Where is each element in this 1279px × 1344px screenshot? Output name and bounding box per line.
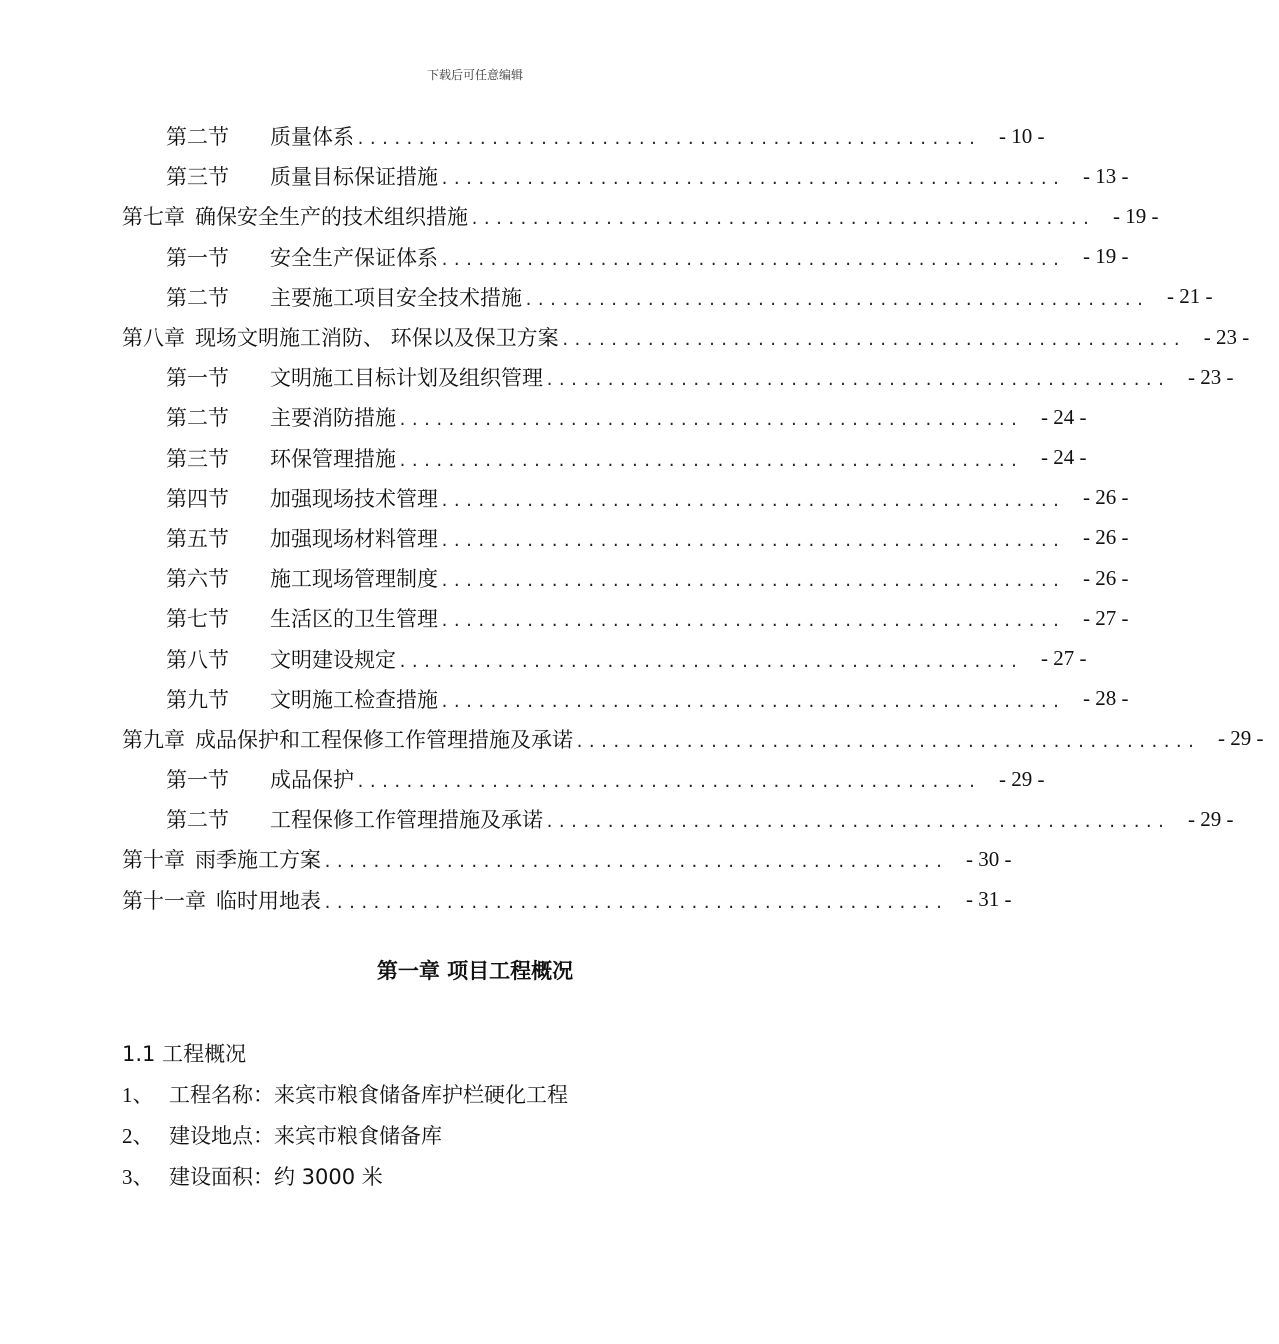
toc-leader-dots: ................................................... [470,210,1094,229]
toc-leader-dots: ................................................... [440,491,1064,510]
chapter-title: 第一章 项目工程概况 [376,959,574,983]
toc-entry-section[interactable] [0,357,1234,397]
toc-entry-chapter[interactable] [0,196,1159,236]
toc-entry-heading [166,603,438,633]
toc-entry-heading [122,724,573,754]
toc-entry-heading [166,161,438,191]
toc-entry-title: 主要施工项目安全技术措施 [270,285,522,310]
toc-entry-heading [166,362,543,392]
toc-entry-number: 第七章 [122,205,185,230]
toc-entry-section[interactable] [0,277,1213,317]
toc-page-number: - 28 - [1083,686,1129,711]
toc-leader-dots: ................................................... [323,893,947,912]
toc-entry-heading [166,764,354,794]
toc-entry-section[interactable] [0,438,1087,478]
toc-entry-title: 成品保护 [270,768,354,793]
chapter-body [122,1033,842,1196]
item-index: 2、 [122,1123,154,1148]
toc-entry-number: 第八章 [122,326,185,351]
section-subheading: 1.1 工程概况 [122,1042,247,1067]
toc-page-number: - 31 - [966,887,1012,912]
toc-page-number: - 26 - [1083,485,1129,510]
toc-page-number: - 29 - [999,766,1045,791]
toc-page-number: - 29 - [1188,806,1234,831]
toc-entry-heading [166,242,438,272]
project-info-item [122,1074,842,1115]
toc-leader-dots: ................................................... [524,290,1148,309]
toc-entry-title: 雨季施工方案 [195,848,321,873]
toc-entry-title: 临时用地表 [216,888,321,913]
toc-entry-heading [166,282,522,312]
toc-leader-dots: ................................................... [440,531,1064,550]
toc-entry-chapter[interactable] [0,839,1012,879]
toc-page-number: - 10 - [999,123,1045,148]
toc-leader-dots: ................................................... [398,411,1022,430]
toc-entry-title: 成品保护和工程保修工作管理措施及承诺 [195,727,573,752]
toc-entry-title: 现场文明施工消防、 环保以及保卫方案 [195,326,559,351]
item-text: 建设地点：来宾市粮食储备库 [169,1123,442,1148]
toc-leader-dots: ................................................... [356,773,980,792]
toc-leader-dots: ................................................... [356,130,980,149]
toc-entry-title: 环保管理措施 [270,446,396,471]
toc-entry-section[interactable] [0,397,1087,437]
toc-entry-section[interactable] [0,237,1129,277]
toc-entry-number: 第二节 [166,125,229,150]
toc-entry-section[interactable] [0,478,1129,518]
toc-leader-dots: ................................................... [440,572,1064,591]
toc-entry-section[interactable] [0,679,1129,719]
toc-entry-chapter[interactable] [0,317,1250,357]
toc-entry-section[interactable] [0,156,1129,196]
toc-entry-section[interactable] [0,116,1045,156]
toc-page-number: - 26 - [1083,525,1129,550]
toc-leader-dots: ................................................... [398,652,1022,671]
toc-page-number: - 23 - [1203,324,1250,349]
toc-entry-number: 第四节 [166,486,229,511]
toc-leader-dots: ................................................... [440,250,1064,269]
toc-entry-title: 安全生产保证体系 [270,245,438,270]
toc-entry-number: 第六节 [166,567,229,592]
toc-entry-heading [122,885,321,915]
toc-entry-number: 第三节 [166,446,229,471]
toc-page-number: - 23 - [1188,364,1234,389]
toc-entry-title: 施工现场管理制度 [270,567,438,592]
toc-page-number: - 19 - [1083,244,1129,269]
toc-entry-heading [122,201,468,231]
toc-entry-heading [166,402,396,432]
toc-leader-dots: ................................................... [545,371,1169,390]
toc-entry-chapter[interactable] [0,880,1012,920]
toc-entry-section[interactable] [0,799,1234,839]
page-header: 下载后可任意编辑 [426,68,523,82]
toc-page-number: - 21 - [1167,284,1213,309]
toc-leader-dots: ................................................... [560,331,1185,350]
toc-entry-number: 第九节 [166,687,229,712]
toc-page-number: - 27 - [1083,605,1129,630]
toc-entry-number: 第十一章 [122,888,206,913]
toc-entry-title: 文明建设规定 [270,647,396,672]
item-text: 建设面积：约 3000 米 [169,1164,383,1189]
toc-entry-heading [166,523,438,553]
toc-entry-heading [122,322,559,352]
toc-page-number: - 24 - [1041,445,1087,470]
toc-entry-number: 第二节 [166,406,229,431]
table-of-contents [0,116,1264,920]
toc-entry-heading [166,121,354,151]
item-index: 1、 [122,1083,154,1108]
toc-entry-number: 第一节 [166,245,229,270]
toc-entry-number: 第七节 [166,607,229,632]
toc-page-number: - 30 - [966,846,1012,871]
toc-entry-number: 第一节 [166,366,229,391]
toc-entry-title: 加强现场材料管理 [270,526,438,551]
toc-entry-heading [166,483,438,513]
toc-entry-chapter[interactable] [0,719,1264,759]
toc-entry-title: 工程保修工作管理措施及承诺 [270,808,543,833]
toc-entry-title: 主要消防措施 [270,406,396,431]
toc-leader-dots: ................................................... [440,612,1064,631]
toc-leader-dots: ................................................... [323,853,947,872]
toc-page-number: - 27 - [1041,646,1087,671]
toc-entry-heading [166,804,543,834]
toc-entry-title: 质量目标保证措施 [270,165,438,190]
toc-entry-title: 生活区的卫生管理 [270,607,438,632]
toc-leader-dots: ................................................... [545,813,1169,832]
toc-entry-number: 第五节 [166,526,229,551]
toc-entry-number: 第三节 [166,165,229,190]
toc-entry-title: 加强现场技术管理 [270,486,438,511]
toc-page-number: - 24 - [1041,404,1087,429]
item-index: 3、 [122,1164,154,1189]
toc-entry-number: 第八节 [166,647,229,672]
toc-entry-section[interactable] [0,558,1129,598]
project-info-item [122,1115,842,1156]
toc-page-number: - 29 - [1218,726,1264,751]
toc-entry-section[interactable] [0,638,1087,678]
toc-entry-number: 第一节 [166,768,229,793]
toc-entry-section[interactable] [0,759,1045,799]
toc-page-number: - 13 - [1083,163,1129,188]
toc-entry-section[interactable] [0,598,1129,638]
toc-entry-number: 第二节 [166,285,229,310]
toc-entry-heading [166,644,396,674]
toc-entry-heading [166,684,438,714]
toc-page-number: - 26 - [1083,565,1129,590]
toc-leader-dots: ................................................... [440,170,1064,189]
item-text: 工程名称：来宾市粮食储备库护栏硬化工程 [169,1083,568,1108]
toc-entry-title: 文明施工目标计划及组织管理 [270,366,543,391]
toc-entry-title: 质量体系 [270,125,354,150]
toc-entry-section[interactable] [0,518,1129,558]
toc-entry-number: 第二节 [166,808,229,833]
toc-leader-dots: ................................................... [575,732,1199,751]
toc-entry-title: 确保安全生产的技术组织措施 [195,205,468,230]
toc-entry-title: 文明施工检查措施 [270,687,438,712]
toc-entry-number: 第九章 [122,727,185,752]
toc-leader-dots: ................................................... [398,451,1022,470]
toc-entry-heading [166,563,438,593]
toc-entry-heading [166,443,396,473]
toc-leader-dots: ................................................... [440,692,1064,711]
project-info-item [122,1155,842,1196]
toc-page-number: - 19 - [1113,203,1159,228]
toc-entry-number: 第十章 [122,848,185,873]
toc-entry-heading [122,844,321,874]
